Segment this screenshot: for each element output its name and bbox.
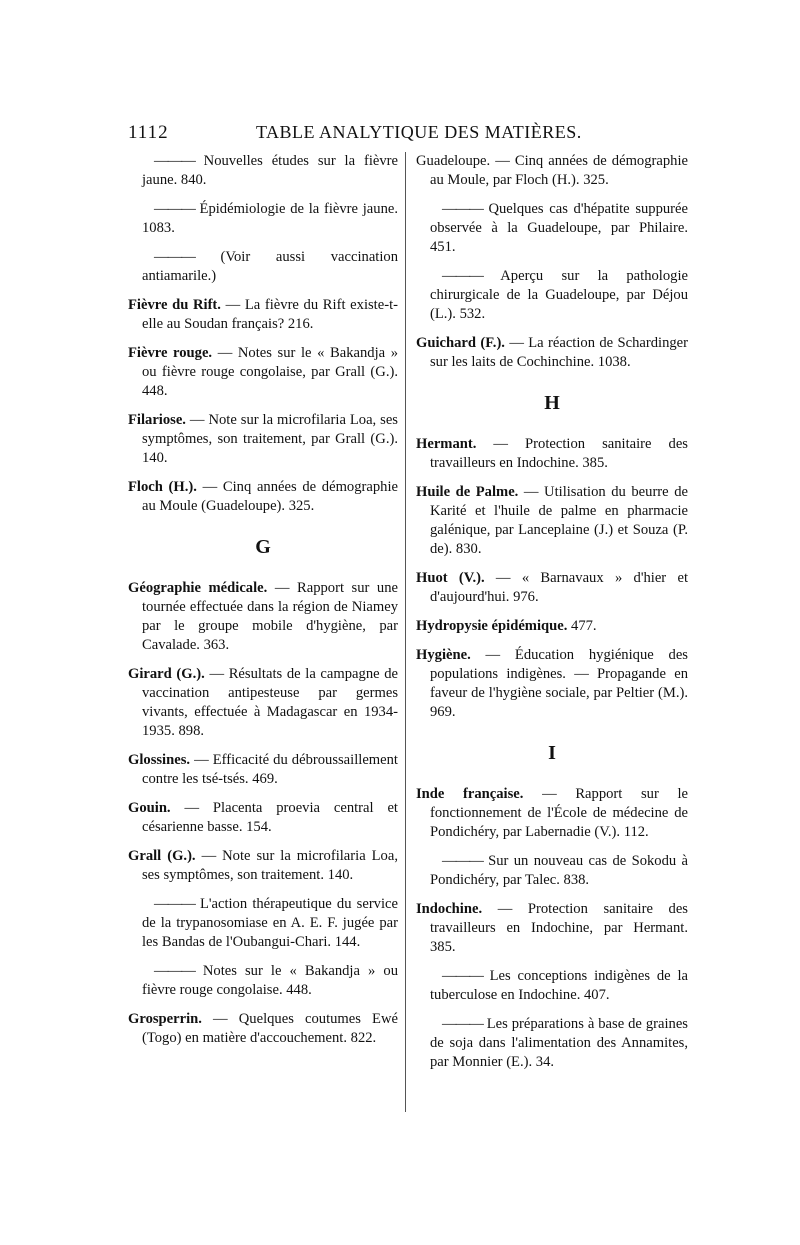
entry-text: — Quelques coutumes Ewé (Togo) en matière d'accouchement. 822. (142, 1011, 398, 1046)
entry-text: — Cinq années de démographie au Moule (Guadeloupe). 325. (142, 479, 398, 514)
entry-text: Les préparations à base de graines de soja dans l'alimentation des Annamites, par Monnier (E.). 34. (430, 1016, 688, 1070)
entry-heading: Filariose. (128, 412, 186, 428)
index-entry (128, 248, 398, 286)
entry-heading: Hygiène. (416, 647, 471, 663)
ditto-dash: ——— (154, 153, 195, 169)
index-entry (128, 478, 398, 516)
index-entry (416, 617, 688, 636)
entry-text: — Efficacité du débroussaillement contre les tsé-tsés. 469. (142, 752, 398, 787)
section-letter: G (255, 536, 271, 558)
index-entry (416, 852, 688, 890)
entry-text: — Rapport sur le fonctionnement de l'École de médecine de Pondichéry, par Labernadie (V.). 112. (430, 786, 688, 840)
index-entry (416, 785, 688, 842)
entry-text: — Protection sanitaire des travailleurs en Indochine, par Hermant. 385. (430, 901, 688, 955)
index-entry (416, 152, 688, 190)
index-entry (416, 967, 688, 1005)
entry-text: L'action thérapeutique du service de la trypanosomiase en A. E. F. jugée par les Bandas de l'Oubangui-Chari. 144. (142, 896, 398, 950)
index-entry (128, 200, 398, 238)
index-entry (128, 665, 398, 741)
index-entry (128, 895, 398, 952)
entry-text: — Résultats de la campagne de vaccination antipesteuse par germes vivants, effectuée à Madagascar en 1934-1935. 898. (142, 666, 399, 739)
index-entry (128, 344, 398, 401)
ditto-dash: ——— (154, 249, 195, 265)
entry-text: — Placenta proevia central et césarienne basse. 154. (142, 800, 398, 835)
entry-text: — Éducation hygiénique des populations indigènes. — Propagande en faveur de l'hygiène sociale, par Peltier (M.). 969. (430, 647, 688, 720)
entry-text: — « Barnavaux » d'hier et d'aujourd'hui. 976. (430, 570, 688, 605)
entry-heading: Floch (H.). (128, 479, 197, 495)
index-entry (128, 579, 398, 655)
column-divider (405, 152, 406, 1112)
running-title: TABLE ANALYTIQUE DES MATIÈRES. (256, 122, 582, 142)
entry-heading: Hydropysie épidémique. (416, 618, 568, 634)
section-letter: I (548, 742, 556, 764)
index-entry (128, 847, 398, 885)
index-entry (416, 200, 688, 257)
index-entry (128, 799, 398, 837)
index-entry (416, 569, 688, 607)
ditto-dash: ——— (442, 201, 483, 217)
ditto-dash: ——— (154, 201, 195, 217)
entry-text: Sur un nouveau cas de Sokodu à Pondichéry, par Talec. 838. (430, 853, 689, 888)
index-entry (128, 411, 398, 468)
entry-heading: Huile de Palme. (416, 484, 519, 500)
entry-text: — Utilisation du beurre de Karité et l'huile de palme en pharmacie galénique, par Lanceplaine (J.) et Souza (P. de). 830. (430, 484, 688, 557)
entry-text: 477. (571, 618, 597, 634)
left-column (128, 152, 398, 1058)
entry-heading: Fièvre rouge. (128, 345, 213, 361)
ditto-dash: ——— (154, 896, 195, 912)
entry-heading: Glossines. (128, 752, 191, 768)
entry-heading: Gouin. (128, 800, 171, 816)
section-letter: H (544, 392, 560, 414)
ditto-dash: ——— (442, 1016, 483, 1032)
entry-heading: Grall (G.). (128, 848, 196, 864)
page-header (128, 122, 688, 152)
index-entry (128, 751, 398, 789)
index-entry (416, 334, 688, 372)
ditto-dash: ——— (442, 853, 483, 869)
entry-heading: Hermant. (416, 436, 477, 452)
entry-text: (Voir aussi vaccination antiamarile.) (142, 249, 398, 284)
entry-heading: Indochine. (416, 901, 483, 917)
index-entry (416, 1015, 688, 1072)
index-entry (128, 152, 398, 190)
entry-text: Nouvelles études sur la fièvre jaune. 840. (142, 153, 398, 188)
index-entry (416, 646, 688, 722)
entry-text: Quelques cas d'hépatite suppurée observée à la Guadeloupe, par Philaire. 451. (430, 201, 688, 255)
entry-text: — Note sur la microfilaria Loa, ses symptômes, son traitement, par Grall (G.). 140. (142, 412, 398, 466)
page-number: 1112 (128, 122, 169, 143)
entry-text: Épidémiologie de la fièvre jaune. 1083. (142, 201, 398, 236)
index-entry (128, 296, 398, 334)
entry-text: Notes sur le « Bakandja » ou fièvre rouge congolaise. 448. (142, 963, 398, 998)
entry-text: — Note sur la microfilaria Loa, ses symptômes, son traitement. 140. (142, 848, 398, 883)
index-entry (416, 435, 688, 473)
entry-heading: Géographie médicale. (128, 580, 268, 596)
entry-text: Les conceptions indigènes de la tuberculose en Indochine. 407. (430, 968, 688, 1003)
entry-heading: Guichard (F.). (416, 335, 505, 351)
entry-text: Guadeloupe. — Cinq années de démographie au Moule, par Floch (H.). 325. (416, 153, 688, 188)
entry-heading: Girard (G.). (128, 666, 205, 682)
entry-heading: Fièvre du Rift. (128, 297, 221, 313)
entry-text: — Notes sur le « Bakandja » ou fièvre rouge congolaise, par Grall (G.). 448. (142, 345, 399, 399)
index-entry (416, 267, 688, 324)
ditto-dash: ——— (442, 968, 483, 984)
entry-text: Aperçu sur la pathologie chirurgicale de la Guadeloupe, par Déjou (L.). 532. (430, 268, 688, 322)
index-entry (128, 1010, 398, 1048)
index-entry (416, 483, 688, 559)
right-column (416, 152, 688, 1082)
index-entry (128, 962, 398, 1000)
ditto-dash: ——— (154, 963, 195, 979)
entry-heading: Inde française. (416, 786, 524, 802)
entry-text: — La fièvre du Rift existe-t-elle au Soudan français? 216. (142, 297, 398, 332)
entry-heading: Huot (V.). (416, 570, 485, 586)
entry-heading: Grosperrin. (128, 1011, 202, 1027)
ditto-dash: ——— (442, 268, 483, 284)
index-entry (416, 900, 688, 957)
entry-text: — Rapport sur une tournée effectuée dans la région de Niamey par le groupe mobile d'hygiène, par Cavalade. 363. (142, 580, 399, 653)
entry-text: — Protection sanitaire des travailleurs en Indochine. 385. (430, 436, 688, 471)
entry-text: — La réaction de Schardinger sur les laits de Cochinchine. 1038. (430, 335, 688, 370)
